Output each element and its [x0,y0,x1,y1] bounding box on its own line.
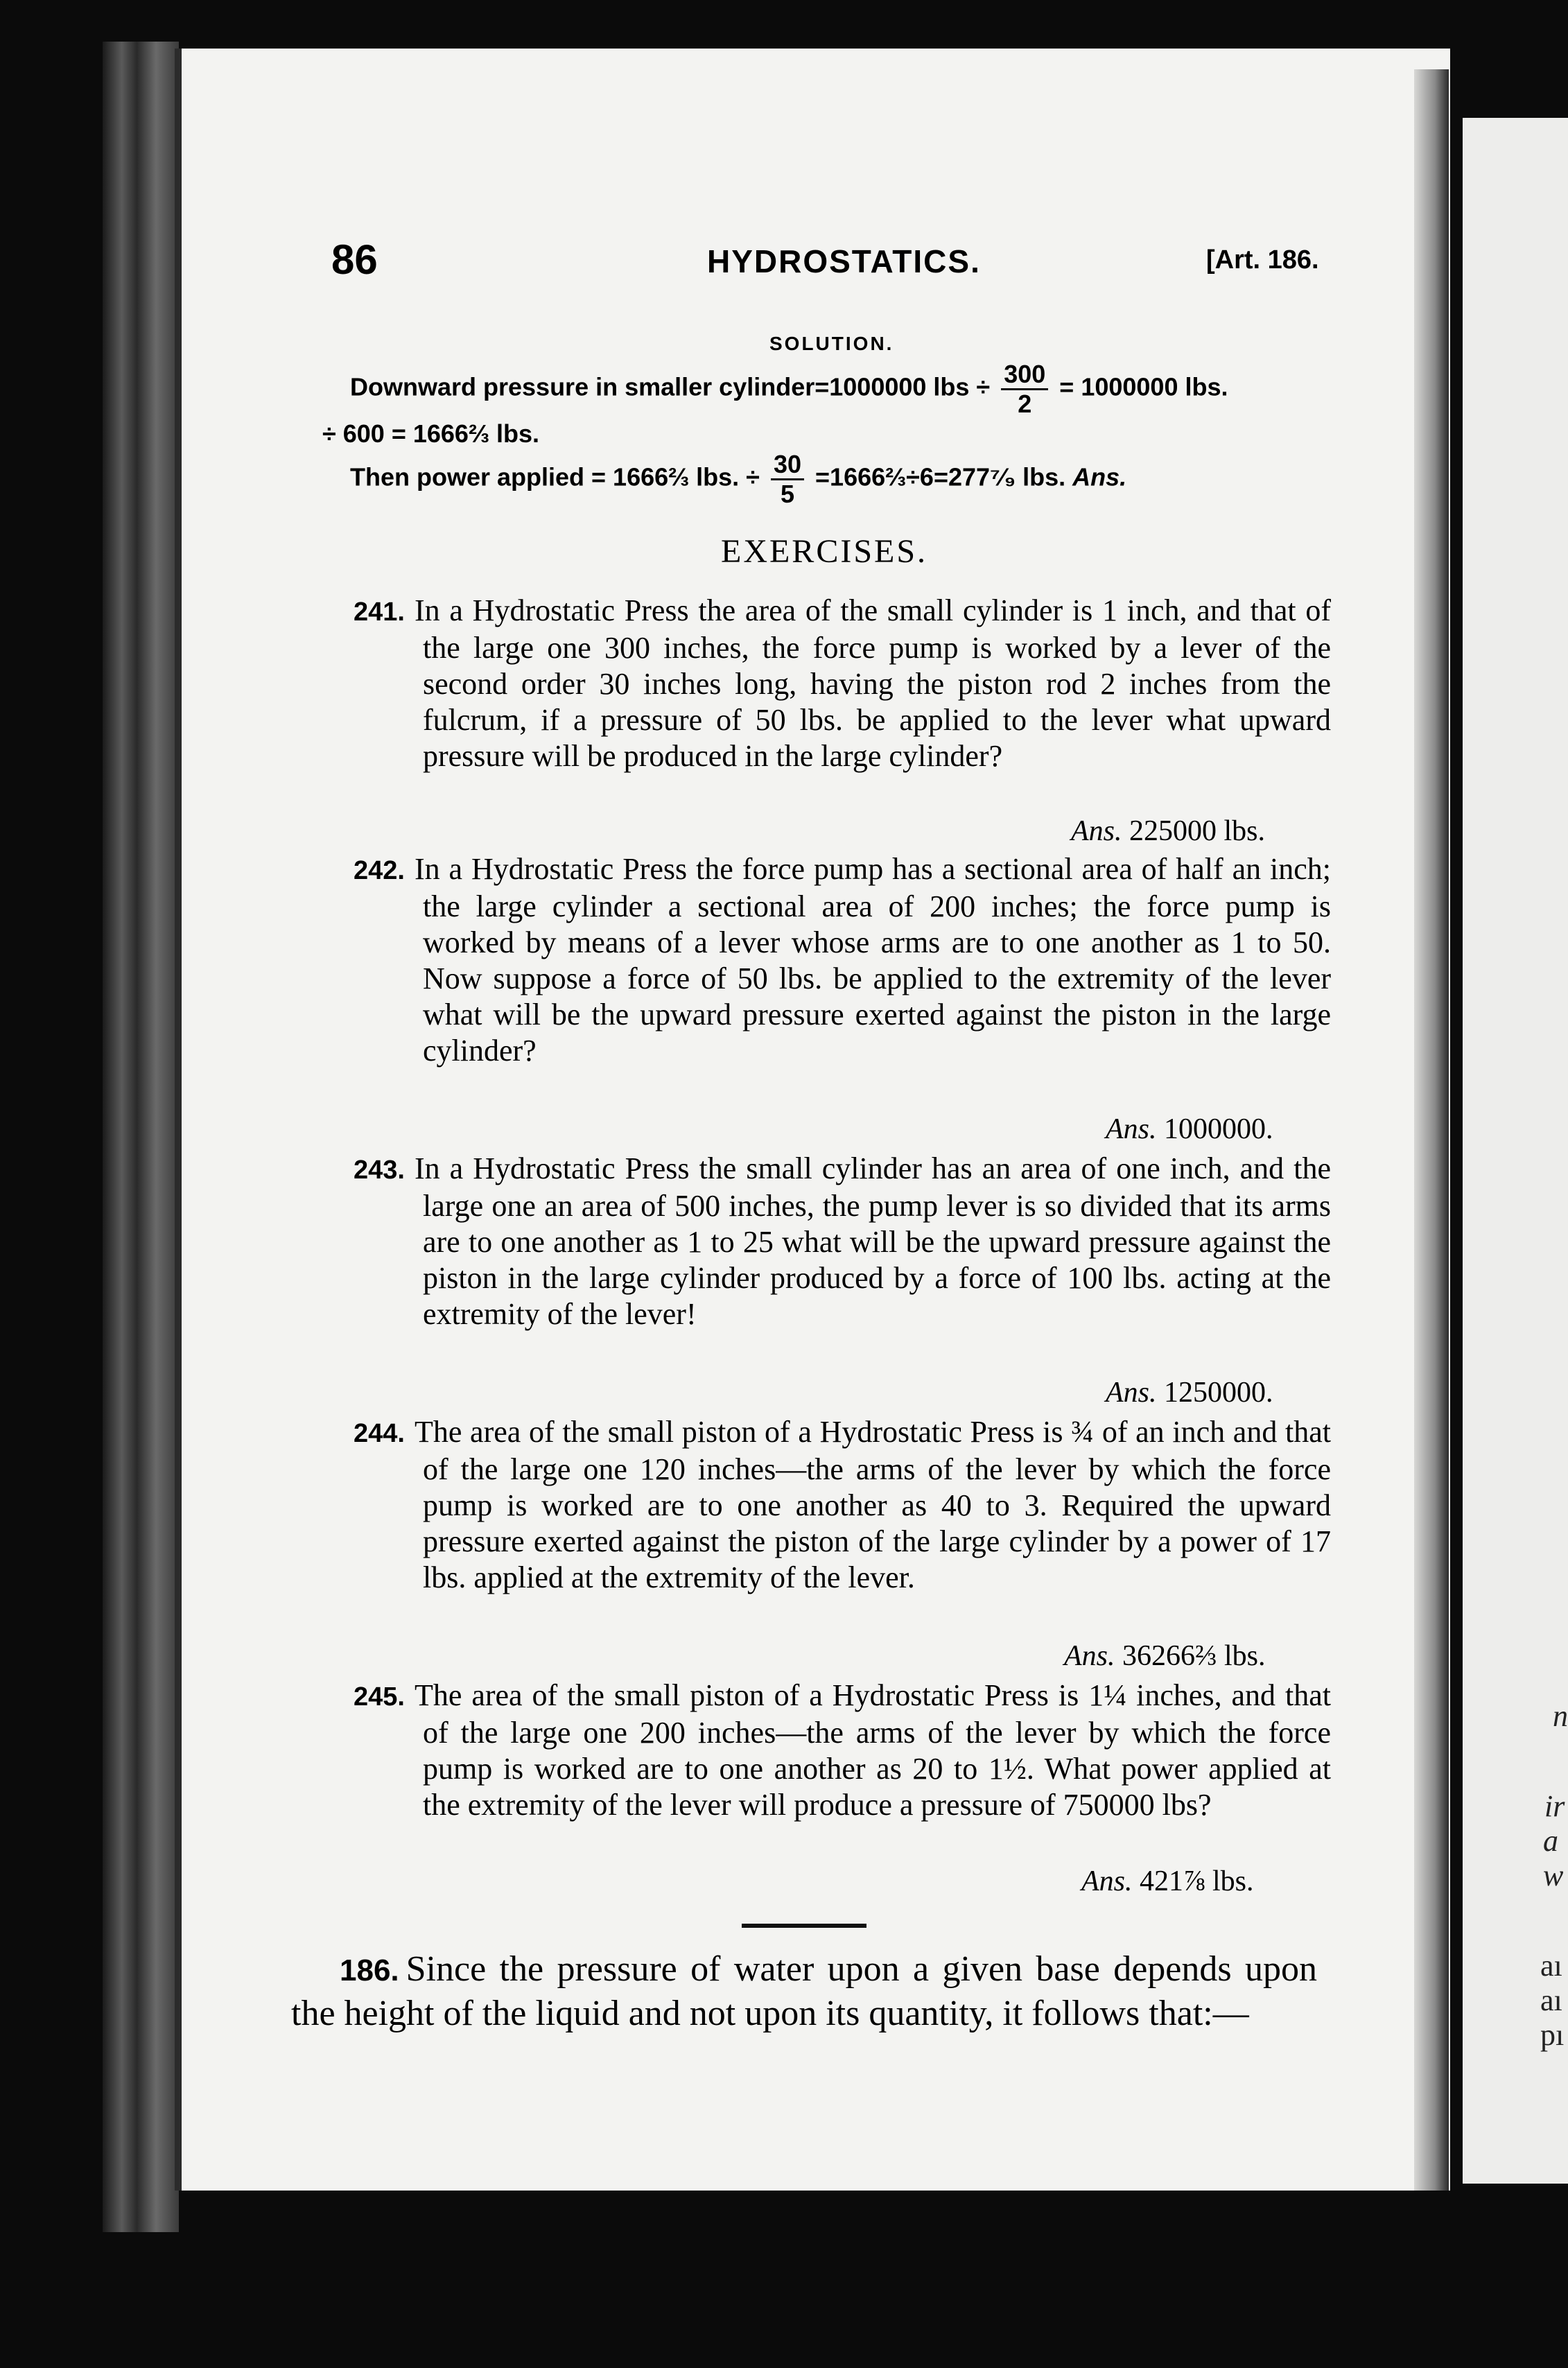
exercise-number: 241. [354,598,405,627]
page-gutter-shadow [1414,69,1449,2191]
solution-line-1 [350,360,1228,417]
fraction-numerator: 30 [771,451,804,480]
exercise-243 [319,1151,1331,1332]
exercise-answer [1081,1865,1254,1898]
article-number: 186. [340,1953,399,1987]
exercise-241 [319,593,1331,774]
article-reference: [Art. 186. [1206,245,1319,275]
answer-value: 225000 lbs. [1129,815,1266,847]
adjacent-page-fragment: aı [1540,1949,1562,1983]
adjacent-page-fragment: n [1553,1699,1568,1733]
adjacent-page-fragment: w [1543,1858,1564,1892]
article-paragraph-186 [291,1948,1317,2035]
exercise-text: In a Hydrostatic Press the small cylinder has an area of one inch, and the large one an area of 500 inches, the pump lever is so divided that its arms are to one another as 1 to 25 what will be the upward pressure against the piston in the large cylinder produced by a force of 100 lbs. acting at the extremity of the lever! [414,1151,1331,1331]
section-divider [742,1924,866,1928]
solution-fraction [771,451,804,507]
exercise-number: 243. [354,1156,405,1185]
exercise-244 [319,1414,1331,1596]
solution-line-2: ÷ 600 = 1666⅔ lbs. [322,419,539,448]
fraction-denominator: 5 [780,479,794,508]
exercise-242 [319,851,1331,1069]
fraction-numerator: 300 [1001,360,1048,390]
exercises-heading: EXERCISES. [721,533,928,570]
exercise-answer [1106,1376,1273,1409]
answer-label: Ans. [1106,1113,1157,1145]
answer-label: Ans. [1072,462,1127,491]
exercise-number: 244. [354,1419,405,1448]
adjacent-page-fragment: ir [1544,1789,1565,1823]
fraction-denominator: 2 [1018,389,1032,418]
exercise-245 [319,1678,1331,1823]
solution-fraction [1001,360,1048,417]
page-title: HYDROSTATICS. [707,243,981,279]
solution-line-3 [350,451,1126,507]
solution-text: = 1000000 lbs. [1059,372,1228,401]
solution-heading: SOLUTION. [769,333,894,354]
exercise-number: 242. [354,856,405,885]
answer-value: 421⅞ lbs. [1140,1865,1254,1897]
exercise-answer [1064,1639,1266,1673]
adjacent-page-fragment: aı [1540,1983,1562,2017]
exercise-answer [1071,815,1265,848]
adjacent-page-fragment: a [1543,1824,1558,1858]
adjacent-page-fragment: pı [1540,2018,1565,2052]
answer-label: Ans. [1064,1640,1115,1672]
solution-text: Downward pressure in smaller cylinder=1000000 lbs ÷ [350,372,991,401]
answer-value: 1250000. [1164,1377,1273,1409]
exercise-text: The area of the small piston of a Hydrostatic Press is ¾ of an inch and that of the large one 120 inches—the arms of the lever by which the force pump is worked are to one another as 40 to 3. Required the upward pressure exerted against the piston of the large cylinder by a power of 17 lbs. applied at the extremity of the lever. [414,1415,1331,1594]
running-header [326,236,1352,284]
answer-value: 36266⅔ lbs. [1122,1640,1266,1672]
solution-text: Then power applied = 1666⅔ lbs. ÷ [350,462,760,491]
page-number: 86 [331,236,378,283]
answer-label: Ans. [1071,815,1122,847]
exercise-text: The area of the small piston of a Hydrostatic Press is 1¼ inches, and that of the large one 200 inches—the arms of the lever by which the force pump is worked are to one another as 20 to 1½. What power applied at the extremity of the lever will produce a pressure of 750000 lbs? [414,1678,1331,1822]
answer-label: Ans. [1081,1865,1133,1897]
exercise-text: In a Hydrostatic Press the area of the small cylinder is 1 inch, and that of the large one 300 inches, the force pump is worked by a lever of the second order 30 inches long, having the piston rod 2 inches from the fulcrum, if a pressure of 50 lbs. be applied to the lever what upward pressure will be produced in the large cylinder? [414,593,1331,773]
exercise-text: In a Hydrostatic Press the force pump has a sectional area of half an inch; the large cylinder a sectional area of 200 inches; the force pump is worked by means of a lever whose arms are to one another as 1 to 50. Now suppose a force of 50 lbs. be applied to the extremity of the lever what will be the upward pressure exerted against the piston in the large cylinder? [414,852,1331,1068]
answer-label: Ans. [1106,1377,1157,1409]
article-text: Since the pressure of water upon a given base depends upon the height of the liquid and not upon its quantity, it follows that:— [291,1949,1317,2033]
book-spine-edge [103,42,179,2232]
answer-value: 1000000. [1164,1113,1273,1145]
solution-text: =1666⅔÷6=277⁷⁄₉ lbs. [815,462,1066,491]
exercise-answer [1106,1113,1273,1146]
exercise-number: 245. [354,1682,405,1712]
